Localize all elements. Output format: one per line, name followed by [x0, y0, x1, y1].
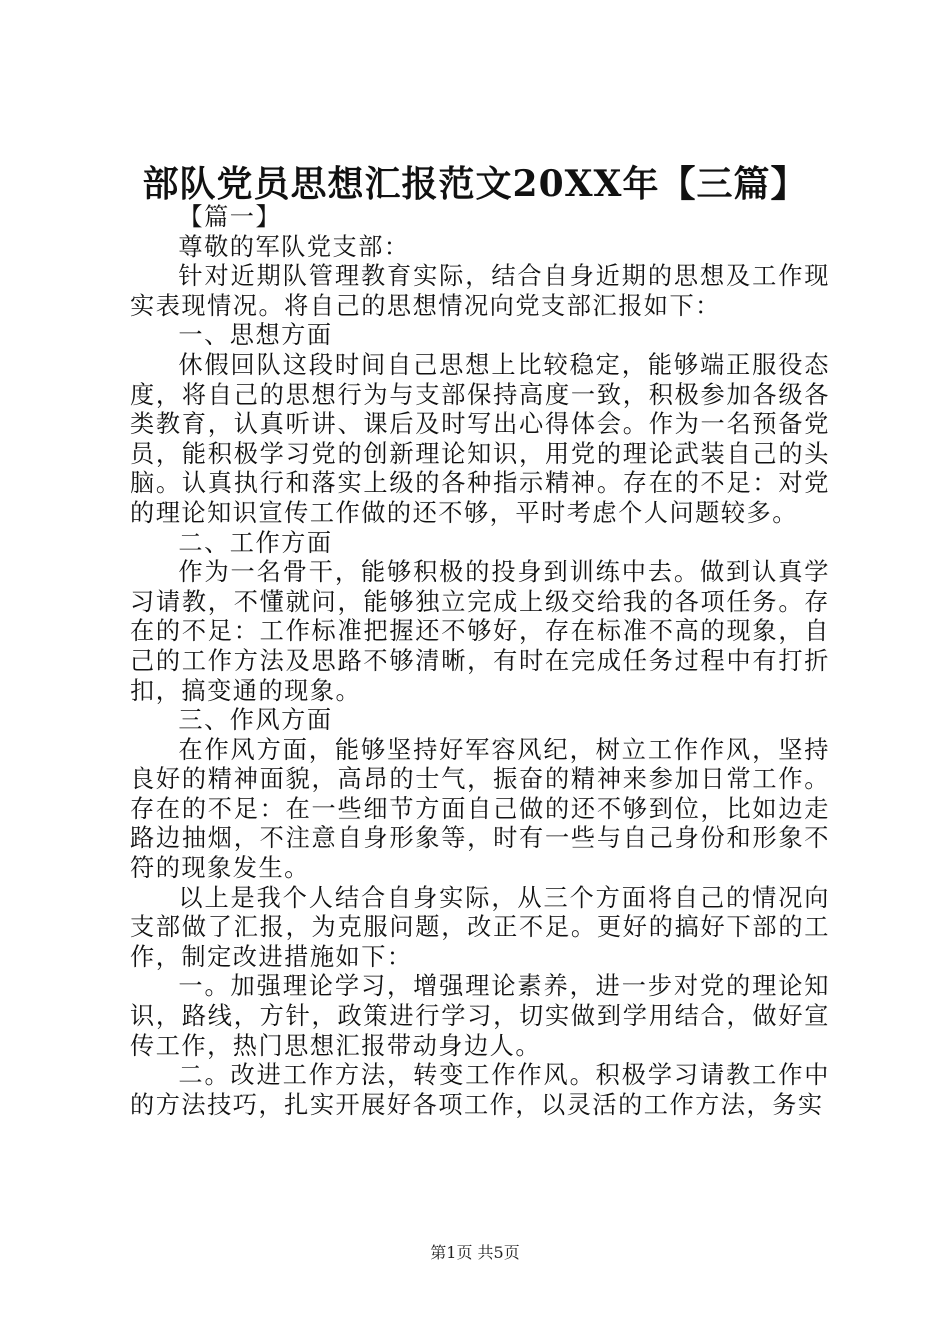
work-paragraph: 作为一名骨干，能够积极的投身到训练中去。做到认真学习请教，不懂就问，能够独立完成上级交给我的各项任务。存在的不足：工作标准把握还不够好，存在标准不高的现象，自己的工作方法及思路不够清晰，有时在完成任务过程中有打折扣，搞变通的现象。 — [130, 558, 830, 705]
intro-paragraph: 针对近期队管理教育实际，结合自身近期的思想及工作现实表现情况。将自己的思想情况向党支部汇报如下： — [130, 262, 830, 320]
page-footer: 第1页 共5页 — [430, 1243, 520, 1262]
subheading-work: 二、工作方面 — [178, 528, 333, 557]
subheading-style: 三、作风方面 — [178, 706, 333, 735]
salutation: 尊敬的军队党支部： — [178, 232, 410, 261]
measure-one-paragraph: 一。加强理论学习，增强理论素养，进一步对党的理论知识，路线，方针，政策进行学习，切实做到学用结合，做好宣传工作，热门思想汇报带动身边人。 — [130, 972, 830, 1060]
document-body — [130, 203, 830, 1120]
style-paragraph: 在作风方面，能够坚持好军容风纪，树立工作作风，坚持良好的精神面貌，高昂的士气，振奋的精神来参加日常工作。存在的不足：在一些细节方面自己做的还不够到位，比如边走路边抽烟，不注意自身形象等，时有一些与自己身份和形象不符的现象发生。 — [130, 735, 830, 883]
thought-paragraph: 休假回队这段时间自己思想上比较稳定，能够端正服役态度，将自己的思想行为与支部保持高度一致，积极参加各级各类教育，认真听讲、课后及时写出心得体会。作为一名预备党员，能积极学习党的创新理论知识，用党的理论武装自己的头脑。认真执行和落实上级的各种指示精神。存在的不足：对党的理论知识宣传工作做的还不够，平时考虑个人问题较多。 — [130, 350, 830, 527]
measure-two-paragraph: 二。改进工作方法，转变工作作风。积极学习请教工作中的方法技巧，扎实开展好各项工作，以灵活的工作方法，务实 — [130, 1061, 830, 1119]
section-heading-part-one: 【篇一】 — [178, 203, 282, 231]
subheading-thought: 一、思想方面 — [178, 321, 333, 350]
summary-paragraph: 以上是我个人结合自身实际，从三个方面将自己的情况向支部做了汇报，为克服问题，改正不足。更好的搞好下部的工作，制定改进措施如下： — [130, 883, 830, 971]
document-title: 部队党员思想汇报范文20XX年【三篇】 — [142, 163, 808, 205]
